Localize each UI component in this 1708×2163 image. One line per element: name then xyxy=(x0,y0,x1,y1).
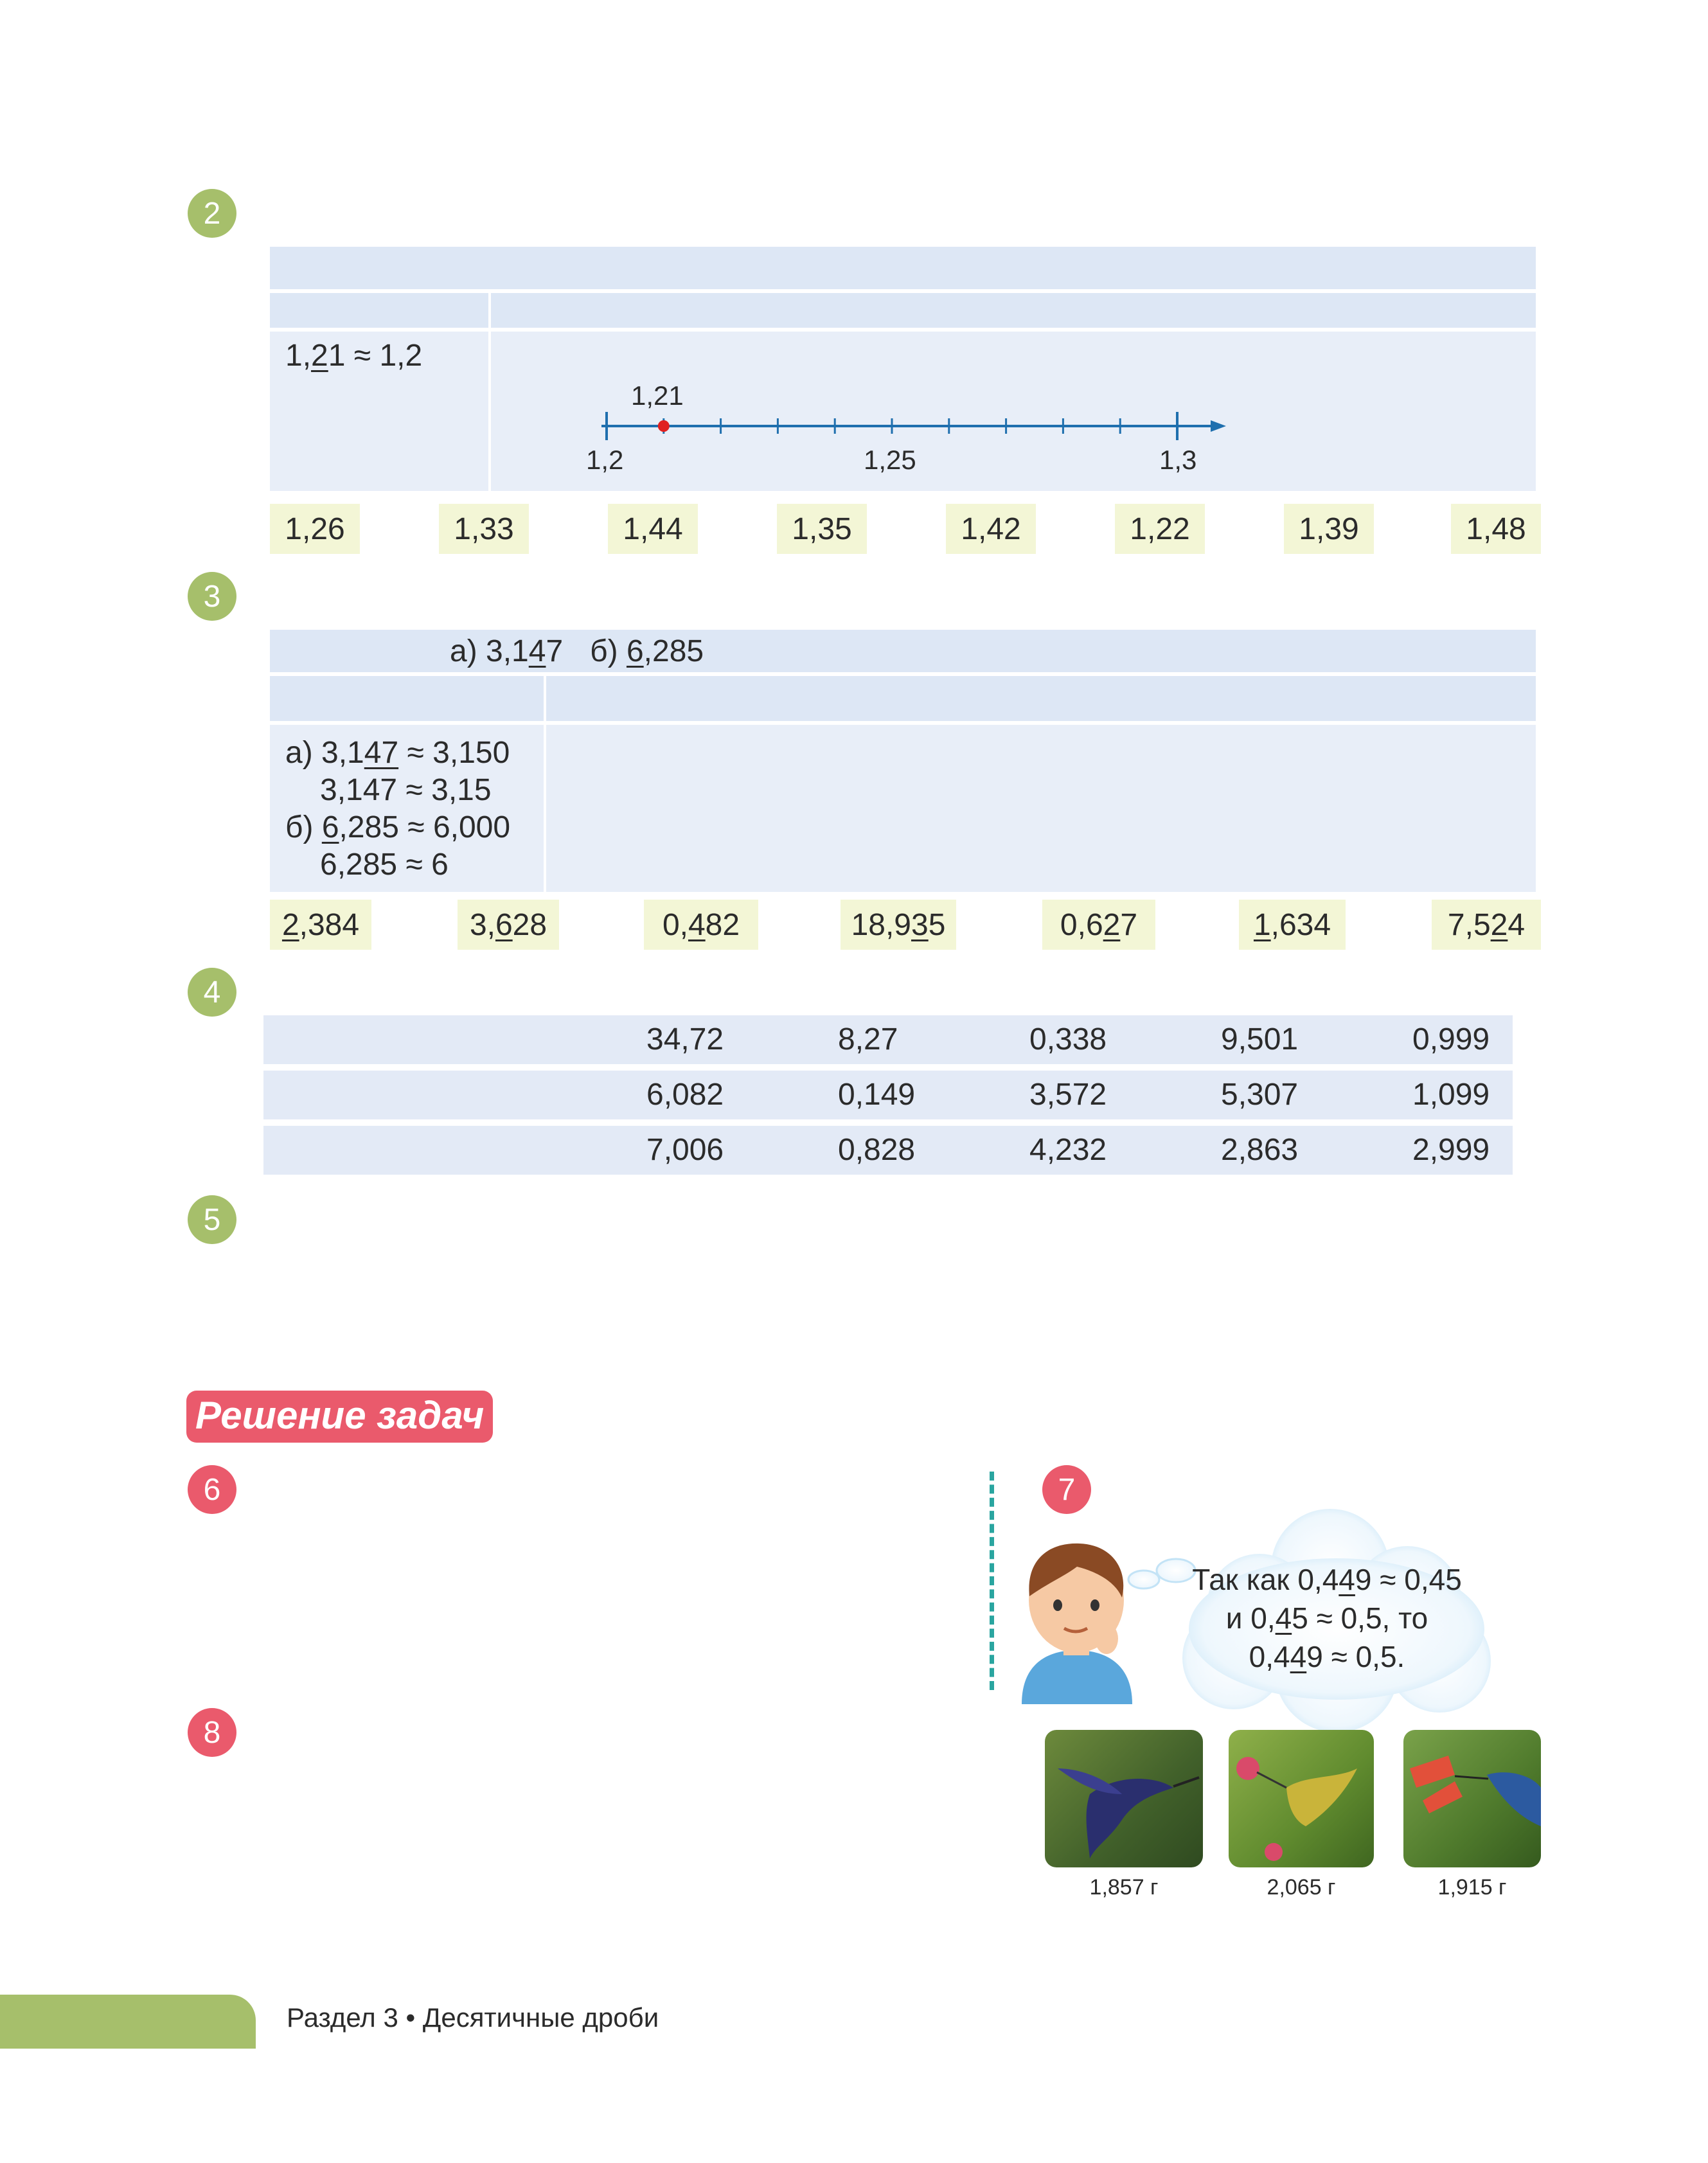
ex3-chip: 18,9 3 5 xyxy=(841,900,956,950)
ex4-cell: 1,099 xyxy=(1412,1078,1490,1112)
ex4-cell: 6,082 xyxy=(646,1078,724,1112)
exercise-5-number: 5 xyxy=(188,1195,236,1244)
exercise-2-number: 2 xyxy=(188,189,236,238)
ex3-solution-line: б) 6,285 ≈ 6,000 xyxy=(285,810,511,844)
ex3-chip: 1 ,634 xyxy=(1239,900,1346,950)
hummingbird-photo xyxy=(1229,1730,1374,1867)
exercise-7-number: 7 xyxy=(1042,1465,1091,1514)
ex4-cell: 3,572 xyxy=(1029,1078,1107,1112)
exercise-4-number: 4 xyxy=(188,968,236,1017)
ex2-example-text: 1,21 ≈ 1,2 xyxy=(285,339,423,373)
ex3-chip: 3, 6 28 xyxy=(458,900,559,950)
footer-tab xyxy=(0,1995,256,2049)
ex3-solution-line: 3,147 ≈ 3,15 xyxy=(320,773,492,807)
ex3-chip: 0,6 2 7 xyxy=(1042,900,1155,950)
ex4-cell: 5,307 xyxy=(1221,1078,1299,1112)
ex3-subheader-band xyxy=(270,676,1536,721)
ex3-chip: 7,5 2 4 xyxy=(1432,900,1541,950)
bird-caption: 1,857 г xyxy=(1089,1875,1159,1900)
ex2-header-band xyxy=(270,247,1536,289)
ex4-row xyxy=(263,1071,1513,1119)
section-title: Решение задач xyxy=(186,1391,493,1443)
point-label: 1,21 xyxy=(631,380,684,411)
ex4-cell: 9,501 xyxy=(1221,1022,1299,1056)
ex4-cell: 2,999 xyxy=(1412,1133,1490,1167)
bird-caption: 1,915 г xyxy=(1437,1875,1507,1900)
ex4-cell: 8,27 xyxy=(838,1022,898,1056)
ex4-cell: 7,006 xyxy=(646,1133,724,1167)
axis-end-label: 1,3 xyxy=(1159,445,1197,475)
ex3-divider xyxy=(544,672,546,892)
speech-text: Так как 0,449 ≈ 0,45 и 0,45 ≈ 0,5, то 0,449 ≈ 0,5. xyxy=(1192,1563,1462,1673)
axis-mid-label: 1,25 xyxy=(864,445,916,475)
ex3-solution-line: 6,285 ≈ 6 xyxy=(320,848,449,882)
axis-start-label: 1,2 xyxy=(586,445,624,475)
ex3-chip: 2 ,384 xyxy=(270,900,371,950)
ex3-solution-line: а) 3,147 ≈ 3,150 xyxy=(285,736,510,770)
ex7-dashed-divider xyxy=(990,1472,994,1690)
ex3-task-text: а) 3,147 б) 6,285 xyxy=(450,634,704,668)
ex4-cell: 0,149 xyxy=(838,1078,916,1112)
ex2-chip: 1,39 xyxy=(1284,504,1374,554)
ex4-cell: 0,999 xyxy=(1412,1022,1490,1056)
ex4-cell: 2,863 xyxy=(1221,1133,1299,1167)
ex2-chip: 1,42 xyxy=(946,504,1036,554)
ex2-chip: 1,44 xyxy=(608,504,698,554)
ex2-chip: 1,26 xyxy=(270,504,360,554)
ex4-row xyxy=(263,1015,1513,1064)
footer-text: Раздел 3 • Десятичные дроби xyxy=(287,2002,659,2033)
exercise-6-number: 6 xyxy=(188,1465,236,1514)
ex2-chip: 1,33 xyxy=(439,504,529,554)
ex2-chip: 1,22 xyxy=(1115,504,1205,554)
ex4-row xyxy=(263,1126,1513,1175)
ex2-chip: 1,48 xyxy=(1451,504,1541,554)
ex4-cell: 0,828 xyxy=(838,1133,916,1167)
bird-caption: 2,065 г xyxy=(1267,1875,1336,1900)
ex4-cell: 34,72 xyxy=(646,1022,724,1056)
exercise-3-number: 3 xyxy=(188,572,236,621)
ex3-chip: 0, 4 82 xyxy=(644,900,758,950)
point-marker xyxy=(658,420,670,432)
ex2-subheader-band xyxy=(270,293,1536,328)
ex2-divider xyxy=(488,289,491,491)
ex4-cell: 4,232 xyxy=(1029,1133,1107,1167)
axis-arrow xyxy=(1211,420,1226,432)
ex2-chip: 1,35 xyxy=(777,504,867,554)
hummingbird-photo xyxy=(1403,1730,1541,1867)
ex4-cell: 0,338 xyxy=(1029,1022,1107,1056)
exercise-8-number: 8 xyxy=(188,1708,236,1757)
hummingbird-photo xyxy=(1045,1730,1203,1867)
